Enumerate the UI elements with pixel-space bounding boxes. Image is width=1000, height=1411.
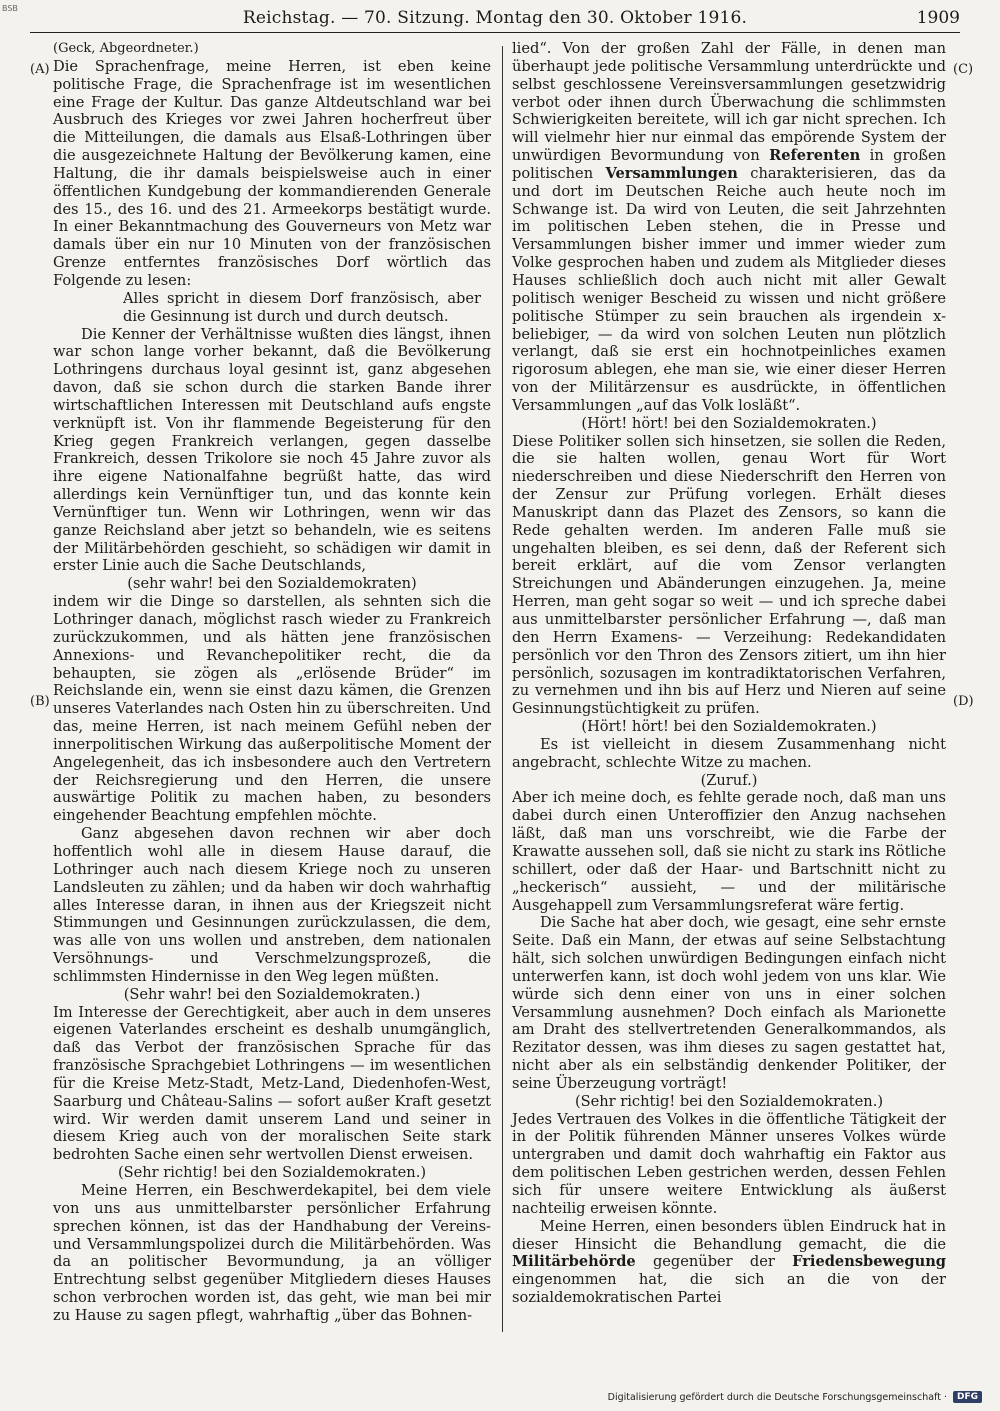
interjection: (Hört! hört! bei den Sozialdemokraten.) xyxy=(581,718,877,736)
footer-text: Digitalisierung gefördert durch die Deutsche Forschungsgemeinschaft · xyxy=(607,1391,947,1403)
page-number: 1909 xyxy=(916,8,960,28)
margin-marker-a: (A) xyxy=(30,62,50,77)
text-run: eingenommen hat, die sich an die von der sozialdemokratischen Partei xyxy=(512,1271,946,1307)
paragraph: Die Kenner der Verhältnisse wußten dies längst, ihnen war schon lange vorher bekannt, daß die Bevölkerung Lothringens durchaus loyal gesinnt ist, ganz abgesehen davon, daß sie schon durch die starken Bande ihrer wirtschaftlichen Interessen mit Deutschland aufs engste verknüpft ist. Von ihr flammende Begeisterung für den Krieg gegen Frankreich verlangen, gegen dasselbe Frankreich, dessen Trikolore sie noch 45 Jahre zuvor als ihre eigene Nationalfahne begrüßt hatte, das wird allerdings kein Vernünftiger tun, und das konnte kein Vernünftiger tun. Wenn wir Lothringen, wenn wir das ganze Reichsland aber jetzt so behandeln, wie es seitens der Militärbehörden geschieht, so schädigen wir damit in erster Linie auch die Sache Deutschlands, xyxy=(53,325,491,575)
paragraph: Jedes Vertrauen des Volkes in die öffentliche Tätigkeit der in der Politik führenden Männer unseres Volkes würde untergraben und damit doch wahrhaftig ein Faktor aus dem politischen Leben gestrichen werden, dessen Fehlen sich für unsere weitere Entwicklung als äußerst nachteilig erweisen könnte. xyxy=(512,1110,946,1217)
paragraph: Ganz abgesehen davon rechnen wir aber doch hoffentlich wohl alle in diesem Hause darauf, die Lothringer auch nach diesem Kriege noch zu unseren Landsleuten zu zählen; und da haben wir doch wahrhaftig alles Interesse daran, in ihnen aus der Kriegszeit nicht Stimmungen und Gesinnungen zurückzulassen, die dem, was alle von uns wollen und anstreben, dem nationalen Versöhnungs- und Verschmelzungsprozeß, die schlimmsten Hindernisse in den Weg legen müßten. xyxy=(53,825,491,985)
emphasis-versammlungen: Versammlungen xyxy=(605,164,738,182)
interjection: (Sehr wahr! bei den Sozialdemokraten.) xyxy=(123,985,421,1003)
margin-marker-d: (D) xyxy=(953,694,974,709)
paragraph: Die Sache hat aber doch, wie gesagt, eine sehr ernste Seite. Daß ein Mann, der etwas auf seine Selbstachtung hält, sich solchen unwürdigen Bedingungen einfach nicht unterwerfen kann, ist doch wohl jedem von uns klar. Wie würde sich denn einer von uns in einer solchen Versammlung ausnehmen? Doch einfach als Marionette am Draht des stellvertretenden Generalkommandos, als Rezitator dessen, was ihm dieses zu sagen gestattet hat, nicht aber als ein selbständig denkender Politiker, der seine Überzeugung vorträgt! xyxy=(512,914,946,1092)
paragraph: Diese Politiker sollen sich hinsetzen, sie sollen die Reden, die sie halten wollen, genau Wort für Wort niederschreiben und diese Niederschrift den Herren von der Zensur zur Prüfung vorlegen. Erhält dieses Manuskript dann das Plazet des Zensors, so kann die Rede gehalten werden. Im anderen Falle muß sie ungehalten bleiben, es sei denn, daß der Referent sich bereit erklärt, auf die vom Zensor verlangten Streichungen und Abänderungen einzugehen. Ja, meine Herren, man geht sogar so weit — und ich spreche dabei aus unmittelbarster persönlicher Erfahrung —, daß man den Herrn Examens- — Verzeihung: Redekandidaten persönlich vor den Thron des Zensors zitiert, um ihn hier persönlich, sozusagen im kontradiktatorischen Verfahren, zu vernehmen und ihn bis auf Herz und Nieren auf seine Gesinnungstüchtigkeit zu prüfen. xyxy=(512,432,946,718)
column-divider xyxy=(502,46,503,1332)
page-header xyxy=(30,4,960,33)
paragraph xyxy=(512,1218,946,1307)
interjection: (Zuruf.) xyxy=(700,771,758,789)
running-title: Reichstag. — 70. Sitzung. Montag den 30. Oktober 1916. xyxy=(242,8,748,28)
emphasis-referenten: Referenten xyxy=(769,147,861,165)
margin-marker-c: (C) xyxy=(953,62,974,77)
margin-marker-b: (B) xyxy=(30,694,50,709)
speaker-label: (Geck, Abgeordneter.) xyxy=(53,41,199,56)
library-mark: BSB xyxy=(2,4,18,13)
emphasis-friedensbewegung: Friedensbewegung xyxy=(792,1253,947,1271)
interjection: (Sehr richtig! bei den Sozialdemokraten.) xyxy=(574,1092,884,1110)
block-quote: Alles spricht in diesem Dorf französisch, aber die Gesinnung ist durch und durch deutsch. xyxy=(123,289,481,325)
text-run: Meine Herren, einen besonders üblen Eindruck hat in dieser Hinsicht die Behandlung gemacht, die die xyxy=(512,1217,946,1253)
footer-credit xyxy=(608,1391,982,1403)
paragraph: Meine Herren, ein Beschwerdekapitel, bei dem viele von uns aus unmittelbarster persönlicher Erfahrung sprechen können, ist das der Handhabung der Vereins- und Versammlungspolizei durch die Militärbehörden. Was da an politischer Bevormundung, ja an völliger Entrechtung selbst gegenüber Mitgliedern dieses Hauses schon verbrochen worden ist, das geht, wie man bei mir zu Hause zu sagen pflegt, wahrhaftig „über das Bohnen- xyxy=(53,1182,491,1324)
interjection: (Sehr richtig! bei den Sozialdemokraten.) xyxy=(117,1164,427,1182)
paragraph xyxy=(512,40,946,415)
paragraph: Die Sprachenfrage, meine Herren, ist eben keine politische Frage, die Sprachenfrage ist im wesentlichen eine Frage der Kultur. Das ganze Altdeutschland war bei Ausbruch des Krieges vor zwei Jahren hocherfreut über die Mitteilungen, die damals aus Elsaß-Lothringen über die ausgezeichnete Haltung der Bevölkerung kamen, eine Haltung, die ihr damals beispielsweise auch in einer öffentlichen Kundgebung der kommandierenden Generale des 15., des 16. und des 21. Armeekorps bestätigt wurde. In einer Bekanntmachung des Gouverneurs von Metz war damals über ein nur 10 Minuten von der französischen Grenze entferntes französisches Dorf wörtlich das Folgende zu lesen: xyxy=(53,57,491,289)
paragraph: Im Interesse der Gerechtigkeit, aber auch in dem unseres eigenen Vaterlandes erscheint es deshalb unumgänglich, daß das Verbot der französischen Sprache für das französische Sprachgebiet Lothringens — im wesentlichen für die Kreise Metz-Stadt, Metz-Land, Diedenhofen-West, Saarburg und Château-Salins — sofort außer Kraft gesetzt wird. Wir werden damit unserem Land und seiner in diesem Krieg auch von der moralischen Seite stark bedrohten Sache einen sehr wertvollen Dienst erweisen. xyxy=(53,1003,491,1164)
paragraph: Es ist vielleicht in diesem Zusammenhang nicht angebracht, schlechte Witze zu machen. xyxy=(512,735,946,771)
left-column xyxy=(53,40,491,1325)
dfg-logo: DFG xyxy=(953,1391,982,1403)
text-run: lied“. Von der großen Zahl der Fälle, in denen man überhaupt jede politische Versammlung unterdrückte und selbst geschlossene Vereinsversammlungen gesetzwidrig verbot oder ihnen durch Überwachung die schlimmsten Schwierigkeiten bereitete, will ich gar nicht sprechen. Ich will vielmehr hier nur einmal das empörende System der unwürdigen Bevormundung von xyxy=(512,40,946,165)
interjection: (Hört! hört! bei den Sozialdemokraten.) xyxy=(581,414,877,432)
emphasis-militaerbehoerde: Militärbehörde xyxy=(512,1253,636,1271)
text-run: charakterisieren, das da und dort im Deutschen Reiche auch heute noch im Schwange ist. Da wird von Leuten, die seit Jahrzehnten im politischen Leben stehen, die in Presse und Versammlungen bisher immer und immer wieder zum Volke gesprochen haben und zudem als Mitglieder dieses Hauses schließlich doch auch nicht mit aller Gewalt politisch weniger Bescheid zu wissen und nicht größere politische Stümper zu sein brauchen als irgendein x-beliebiger, — da wird von solchen Leuten nun plötzlich verlangt, daß sie erst ein hochnotpeinliches examen rigorosum ablegen, ehe man sie, wie einer dieser Herren von der Militärzensur es ausdrückte, in öffentlichen Versammlungen „auf das Volk losläßt“. xyxy=(512,164,946,414)
paragraph: indem wir die Dinge so darstellen, als sehnten sich die Lothringer danach, möglichst rasch wieder zu Frankreich zurückzukommen, und als hätten jene französischen Annexions- und Revanchepolitiker recht, die da behaupten, sie zögen als „erlösende Brüder“ im Reichslande ein, wenn sie einst dazu kämen, die Grenzen unseres Vaterlandes nach Osten hin zu überschreiten. Und das, meine Herren, ist nach meinem Gefühl neben der innerpolitischen Wirkung das außerpolitische Moment der Angelegenheit, das ich insbesondere auch den Vertretern der Reichsregierung und den Herren, die unsere auswärtige Politik zu machen haben, zu besonders eingehender Beachtung empfehlen möchte. xyxy=(53,593,491,825)
text-run: gegenüber der xyxy=(652,1253,775,1271)
right-column xyxy=(512,40,946,1307)
paragraph: Aber ich meine doch, es fehlte gerade noch, daß man uns dabei durch einen Unteroffizier den Anzug nachsehen läßt, daß man uns vorschreibt, wie die Farbe der Krawatte aussehen soll, daß sie nicht zu stark ins Rötliche schillert, oder daß der Haar- und Bartschnitt nicht zu „heckerisch“ aussieht, — und der militärische Ausgehappell zum Versammlungsreferat wäre fertig. xyxy=(512,789,946,914)
interjection: (sehr wahr! bei den Sozialdemokraten) xyxy=(127,575,417,593)
text-run: in großen politischen xyxy=(512,147,946,182)
